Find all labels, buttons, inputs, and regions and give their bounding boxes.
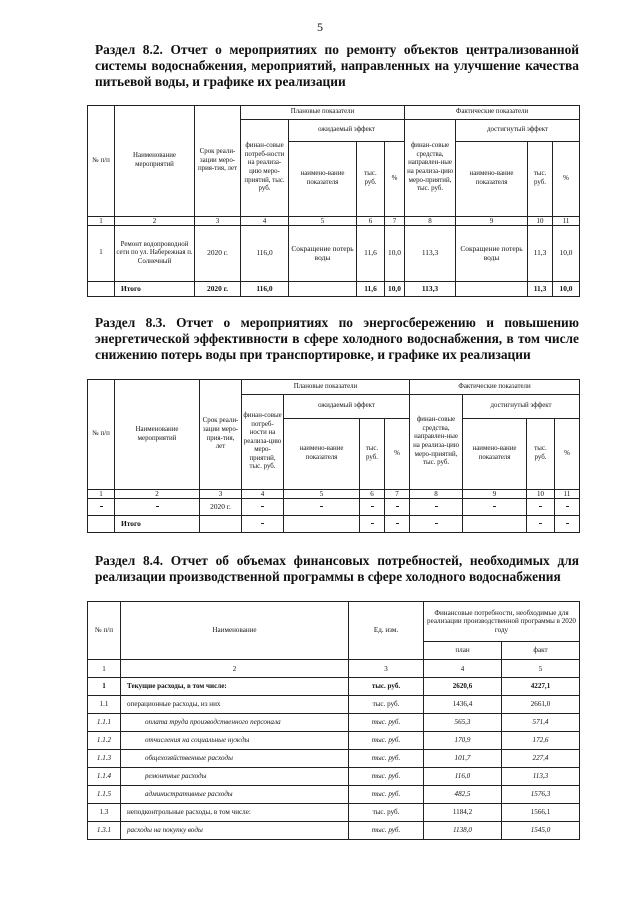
cell: 1 — [88, 226, 115, 282]
section-8-3-table — [87, 379, 580, 533]
row-unit: тыс. руб. — [349, 750, 424, 768]
header-term: Срок реали-зации меро-прия-тия, лет — [200, 380, 242, 490]
col-num: 8 — [410, 490, 463, 499]
table-row — [88, 768, 580, 786]
row-fact: 1545,0 — [502, 822, 580, 840]
header-plan: Плановые показатели — [241, 106, 405, 120]
col-num: 2 — [115, 490, 200, 499]
row-unit: тыс. руб. — [349, 678, 424, 696]
row-plan: 101,7 — [424, 750, 502, 768]
row-name: неподконтрольные расходы, в том числе: — [121, 804, 349, 822]
cell: 113,3 — [405, 282, 456, 297]
row-unit: тыс. руб. — [349, 786, 424, 804]
col-num: 3 — [200, 490, 242, 499]
header-unit: Ед. изм. — [349, 602, 424, 660]
row-plan: 170,9 — [424, 732, 502, 750]
header-plan-fin: финан-совые потреб-ности на реализа-цию меро-приятий, тыс. руб. — [242, 395, 284, 490]
col-num: 4 — [242, 490, 284, 499]
cell: 116,0 — [241, 226, 289, 282]
empty-dash — [371, 523, 374, 524]
cell: 2020 г. — [195, 282, 241, 297]
row-unit: тыс. руб. — [349, 696, 424, 714]
row-num: 1.1.5 — [88, 786, 121, 804]
cell: Сокращение потерь воды — [456, 226, 528, 282]
section-8-2-title: Раздел 8.2. Отчет о мероприятиях по ремонту объектов централизованной системы водоснабжения, мероприятий, направленных на улучшение качества питьевой воды, и графике их реализации — [95, 42, 579, 89]
row-unit: тыс. руб. — [349, 768, 424, 786]
row-name: расходы на покупку воды — [121, 822, 349, 840]
page-number: 5 — [317, 20, 323, 34]
empty-dash — [156, 506, 159, 507]
row-name: Текущие расходы, в том числе: — [121, 678, 349, 696]
total-label: Итого — [115, 282, 195, 297]
table-row — [88, 786, 580, 804]
row-num: 1.1.3 — [88, 750, 121, 768]
cell: 11,6 — [357, 282, 385, 297]
col-num: 9 — [463, 490, 527, 499]
col-num: 10 — [527, 490, 555, 499]
section-8-4-table — [87, 601, 580, 840]
header-num: № п/п — [88, 602, 121, 660]
table-row — [88, 226, 580, 282]
table-row — [88, 822, 580, 840]
table-row — [88, 714, 580, 732]
empty-dash — [396, 506, 399, 507]
row-fact: 4227,1 — [502, 678, 580, 696]
row-fact: 1566,1 — [502, 804, 580, 822]
row-unit: тыс. руб. — [349, 804, 424, 822]
table-row — [88, 750, 580, 768]
header-pct: % — [385, 419, 410, 490]
header-name: Наименование мероприятий — [115, 380, 200, 490]
cell: 10,0 — [385, 282, 405, 297]
cell: 2020 г. — [200, 499, 242, 516]
header-pct: % — [553, 142, 580, 217]
empty-dash — [539, 506, 542, 507]
table-row — [88, 732, 580, 750]
row-name: операционные расходы, из них — [121, 696, 349, 714]
header-tys: тыс. руб. — [527, 419, 555, 490]
cell: 113,3 — [405, 226, 456, 282]
col-num: 5 — [502, 660, 580, 678]
header-indicator-name: наимено-вание показателя — [456, 142, 528, 217]
empty-dash — [100, 506, 103, 507]
col-num: 1 — [88, 490, 115, 499]
col-num: 3 — [195, 217, 241, 226]
section-8-2-table — [87, 105, 580, 297]
row-plan: 1436,4 — [424, 696, 502, 714]
cell: 11,3 — [528, 226, 553, 282]
row-num: 1.1 — [88, 696, 121, 714]
row-unit: тыс. руб. — [349, 714, 424, 732]
header-name: Наименование мероприятий — [115, 106, 195, 217]
row-name: отчисления на социальные нужды — [121, 732, 349, 750]
col-num: 4 — [241, 217, 289, 226]
col-num: 6 — [357, 217, 385, 226]
total-row — [88, 282, 580, 297]
empty-dash — [566, 506, 569, 507]
row-plan: 2620,6 — [424, 678, 502, 696]
col-num: 2 — [115, 217, 195, 226]
header-fact: Фактические показатели — [405, 106, 580, 120]
col-num: 4 — [424, 660, 502, 678]
header-fact-fin: финан-совые средства, направлен-ные на реализа-цию меро-приятий, тыс. руб. — [410, 395, 463, 490]
cell: Ремонт водопроводной сети по ул. Набережная п. Солнечный — [115, 226, 195, 282]
empty-dash — [435, 506, 438, 507]
header-indicator-name: наимено-вание показателя — [463, 419, 527, 490]
header-plan: план — [424, 642, 502, 660]
empty-dash — [320, 506, 323, 507]
col-num: 10 — [528, 217, 553, 226]
row-num: 1.3 — [88, 804, 121, 822]
header-indicator-name: наимено-вание показателя — [284, 419, 360, 490]
header-fin-needs: Финансовые потребности, необходимые для реализации производственной программы в 2020 году — [424, 602, 580, 642]
header-name: Наименование — [121, 602, 349, 660]
row-unit: тыс. руб. — [349, 822, 424, 840]
header-plan-fin: финан-совые потреб-ности на реализа-цию меро-приятий, тыс. руб. — [241, 120, 289, 217]
col-num: 8 — [405, 217, 456, 226]
row-num: 1.3.1 — [88, 822, 121, 840]
row-plan: 565,3 — [424, 714, 502, 732]
col-num: 1 — [88, 660, 121, 678]
row-name: ремонтные расходы — [121, 768, 349, 786]
cell: Сокращение потерь воды — [289, 226, 357, 282]
header-num: № п/п — [88, 106, 115, 217]
row-name: оплата труда производственного персонала — [121, 714, 349, 732]
header-fact: факт — [502, 642, 580, 660]
row-num: 1 — [88, 678, 121, 696]
col-num: 2 — [121, 660, 349, 678]
col-num: 5 — [284, 490, 360, 499]
header-fact: Фактические показатели — [410, 380, 580, 395]
header-term: Срок реали-зации меро-прия-тия, лет — [195, 106, 241, 217]
row-plan: 116,0 — [424, 768, 502, 786]
header-pct: % — [385, 142, 405, 217]
cell: 116,0 — [241, 282, 289, 297]
col-num: 6 — [360, 490, 385, 499]
empty-dash — [435, 523, 438, 524]
cell: 2020 г. — [195, 226, 241, 282]
row-fact: 2661,0 — [502, 696, 580, 714]
empty-dash — [539, 523, 542, 524]
col-num: 11 — [555, 490, 580, 499]
row-fact: 571,4 — [502, 714, 580, 732]
col-num: 7 — [385, 217, 405, 226]
header-tys: тыс. руб. — [360, 419, 385, 490]
col-num: 3 — [349, 660, 424, 678]
row-plan: 482,5 — [424, 786, 502, 804]
col-num: 11 — [553, 217, 580, 226]
row-num: 1.1.4 — [88, 768, 121, 786]
header-expected: ожидаемый эффект — [284, 395, 410, 419]
total-row — [88, 516, 580, 533]
table-row — [88, 678, 580, 696]
header-fact-fin: финан-совые средства, направлен-ные на реализа-цию меро-приятий, тыс. руб. — [405, 120, 456, 217]
col-num: 1 — [88, 217, 115, 226]
header-plan: Плановые показатели — [242, 380, 410, 395]
empty-dash — [566, 523, 569, 524]
col-num: 5 — [289, 217, 357, 226]
empty-dash — [261, 506, 264, 507]
table-row — [88, 499, 580, 516]
empty-dash — [261, 523, 264, 524]
header-indicator-name: наимено-вание показателя — [289, 142, 357, 217]
section-8-4-title: Раздел 8.4. Отчет об объемах финансовых потребностей, необходимых для реализации производственной программы в сфере холодного водоснабжения — [95, 553, 579, 584]
col-num: 9 — [456, 217, 528, 226]
empty-dash — [493, 506, 496, 507]
row-fact: 1576,3 — [502, 786, 580, 804]
row-num: 1.1.2 — [88, 732, 121, 750]
row-name: административные расходы — [121, 786, 349, 804]
header-num: № п/п — [88, 380, 115, 490]
table-row — [88, 804, 580, 822]
row-fact: 172,6 — [502, 732, 580, 750]
cell: 10,0 — [553, 282, 580, 297]
cell: 10,0 — [385, 226, 405, 282]
header-achieved: достигнутый эффект — [456, 120, 580, 142]
row-plan: 1184,2 — [424, 804, 502, 822]
header-pct: % — [555, 419, 580, 490]
row-fact: 227,4 — [502, 750, 580, 768]
header-expected: ожидаемый эффект — [289, 120, 405, 142]
header-tys: тыс. руб. — [357, 142, 385, 217]
total-label: Итого — [115, 516, 200, 533]
row-unit: тыс. руб. — [349, 732, 424, 750]
table-row — [88, 696, 580, 714]
row-plan: 1138,0 — [424, 822, 502, 840]
cell: 10,0 — [553, 226, 580, 282]
cell: 11,3 — [528, 282, 553, 297]
section-8-3-title: Раздел 8.3. Отчет о мероприятиях по энергосбережению и повышению энергетической эффективности в сфере холодного водоснабжения, в том числе снижению потерь воды при транспортировке, и графике их реализации — [95, 315, 579, 362]
row-fact: 113,3 — [502, 768, 580, 786]
empty-dash — [396, 523, 399, 524]
col-num: 7 — [385, 490, 410, 499]
empty-dash — [371, 506, 374, 507]
cell: 11,6 — [357, 226, 385, 282]
header-achieved: достигнутый эффект — [463, 395, 580, 419]
row-name: общехозяйственные расходы — [121, 750, 349, 768]
row-num: 1.1.1 — [88, 714, 121, 732]
header-tys: тыс. руб. — [528, 142, 553, 217]
